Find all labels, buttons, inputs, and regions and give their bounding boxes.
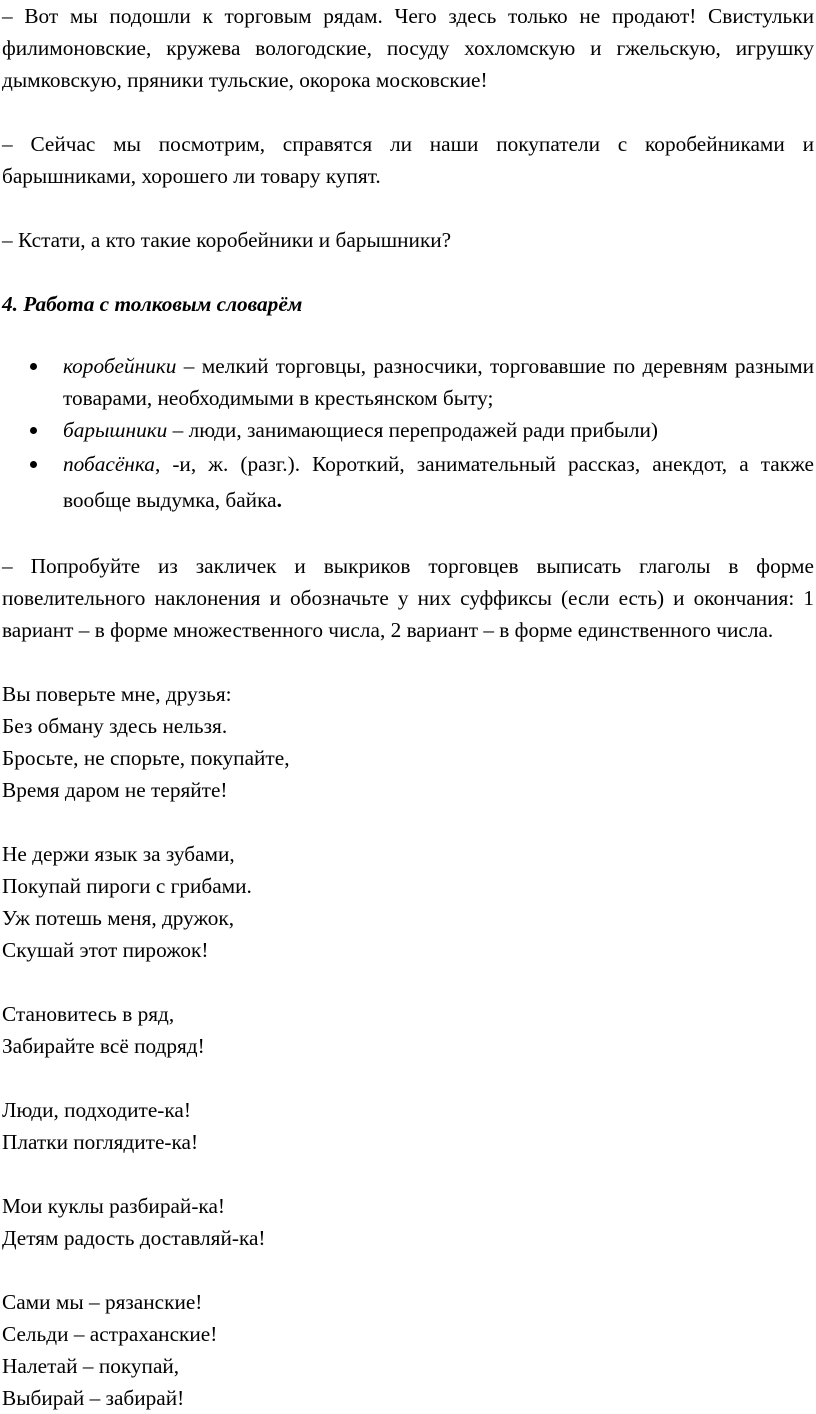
poem-line: Выбирай – забирай! (2, 1386, 185, 1410)
definition-text: – мелкий торговцы, разносчики, торговавшие по деревням разными товарами, необходимыми в крестьянском быту; (63, 354, 814, 410)
definition-term: побасёнка (63, 452, 155, 476)
poem-line: Вы поверьте мне, друзья: (2, 682, 232, 706)
definition-term: коробейники (63, 354, 177, 378)
poem (0, 678, 816, 1414)
definitions-list (0, 350, 816, 518)
poem-stanza (0, 1094, 816, 1158)
list-item (0, 446, 816, 518)
poem-stanza (0, 838, 816, 966)
section-heading: 4. Работа с толковым словарём (2, 292, 303, 316)
task-paragraph: – Попробуйте из закличек и выкриков торговцев выписать глаголы в форме повелительного наклонения и обозначьте у них суффиксы (если есть) и окончания: 1 вариант – в форме множественного числа, 2 вариант – в форме единственного числа. (2, 554, 814, 642)
poem-line: Мои куклы разбирай-ка! (2, 1194, 225, 1218)
list-item (0, 414, 816, 446)
poem-line: Становитесь в ряд, (2, 1002, 175, 1026)
poem-stanza (0, 1286, 816, 1414)
poem-line: Уж потешь меня, дружок, (2, 906, 235, 930)
poem-stanza (0, 1190, 816, 1254)
poem-stanza (0, 678, 816, 806)
poem-line: Покупай пироги с грибами. (2, 874, 252, 898)
poem-line: Скушай этот пирожок! (2, 938, 209, 962)
intro-paragraph-3: – Кстати, а кто такие коробейники и барышники? (2, 228, 452, 252)
bullet-icon (30, 427, 37, 434)
definition-text: – люди, занимающиеся перепродажей ради прибыли) (167, 418, 658, 442)
poem-line: Люди, подходите-ка! (2, 1098, 191, 1122)
poem-line: Сами мы – рязанские! (2, 1290, 203, 1314)
poem-line: Налетай – покупай, (2, 1354, 180, 1378)
bullet-icon (30, 461, 37, 468)
definition-end-mark: . (276, 488, 282, 512)
poem-line: Платки поглядите-ка! (2, 1130, 199, 1154)
list-item (0, 350, 816, 414)
intro-paragraph-1: – Вот мы подошли к торговым рядам. Чего здесь только не продают! Свистульки филимоновские, кружева вологодские, посуду хохломскую и гжельскую, игрушку дымковскую, пряники тульские, окорока московские! (2, 4, 814, 92)
definition-term: барышники (63, 418, 168, 442)
poem-line: Детям радость доставляй-ка! (2, 1226, 266, 1250)
poem-line: Сельди – астраханские! (2, 1322, 218, 1346)
poem-line: Бросьте, не спорьте, покупайте, (2, 746, 290, 770)
poem-line: Время даром не теряйте! (2, 778, 228, 802)
poem-stanza (0, 998, 816, 1062)
definition-text: , -и, ж. (разг.). Короткий, занимательный рассказ, анекдот, а также вообще выдумка, байка (63, 452, 814, 512)
poem-line: Забирайте всё подряд! (2, 1034, 205, 1058)
poem-line: Без обману здесь нельзя. (2, 714, 228, 738)
bullet-icon (30, 363, 37, 370)
intro-paragraph-2: – Сейчас мы посмотрим, справятся ли наши покупатели с коробейниками и барышниками, хорошего ли товару купят. (2, 132, 814, 188)
poem-line: Не держи язык за зубами, (2, 842, 235, 866)
